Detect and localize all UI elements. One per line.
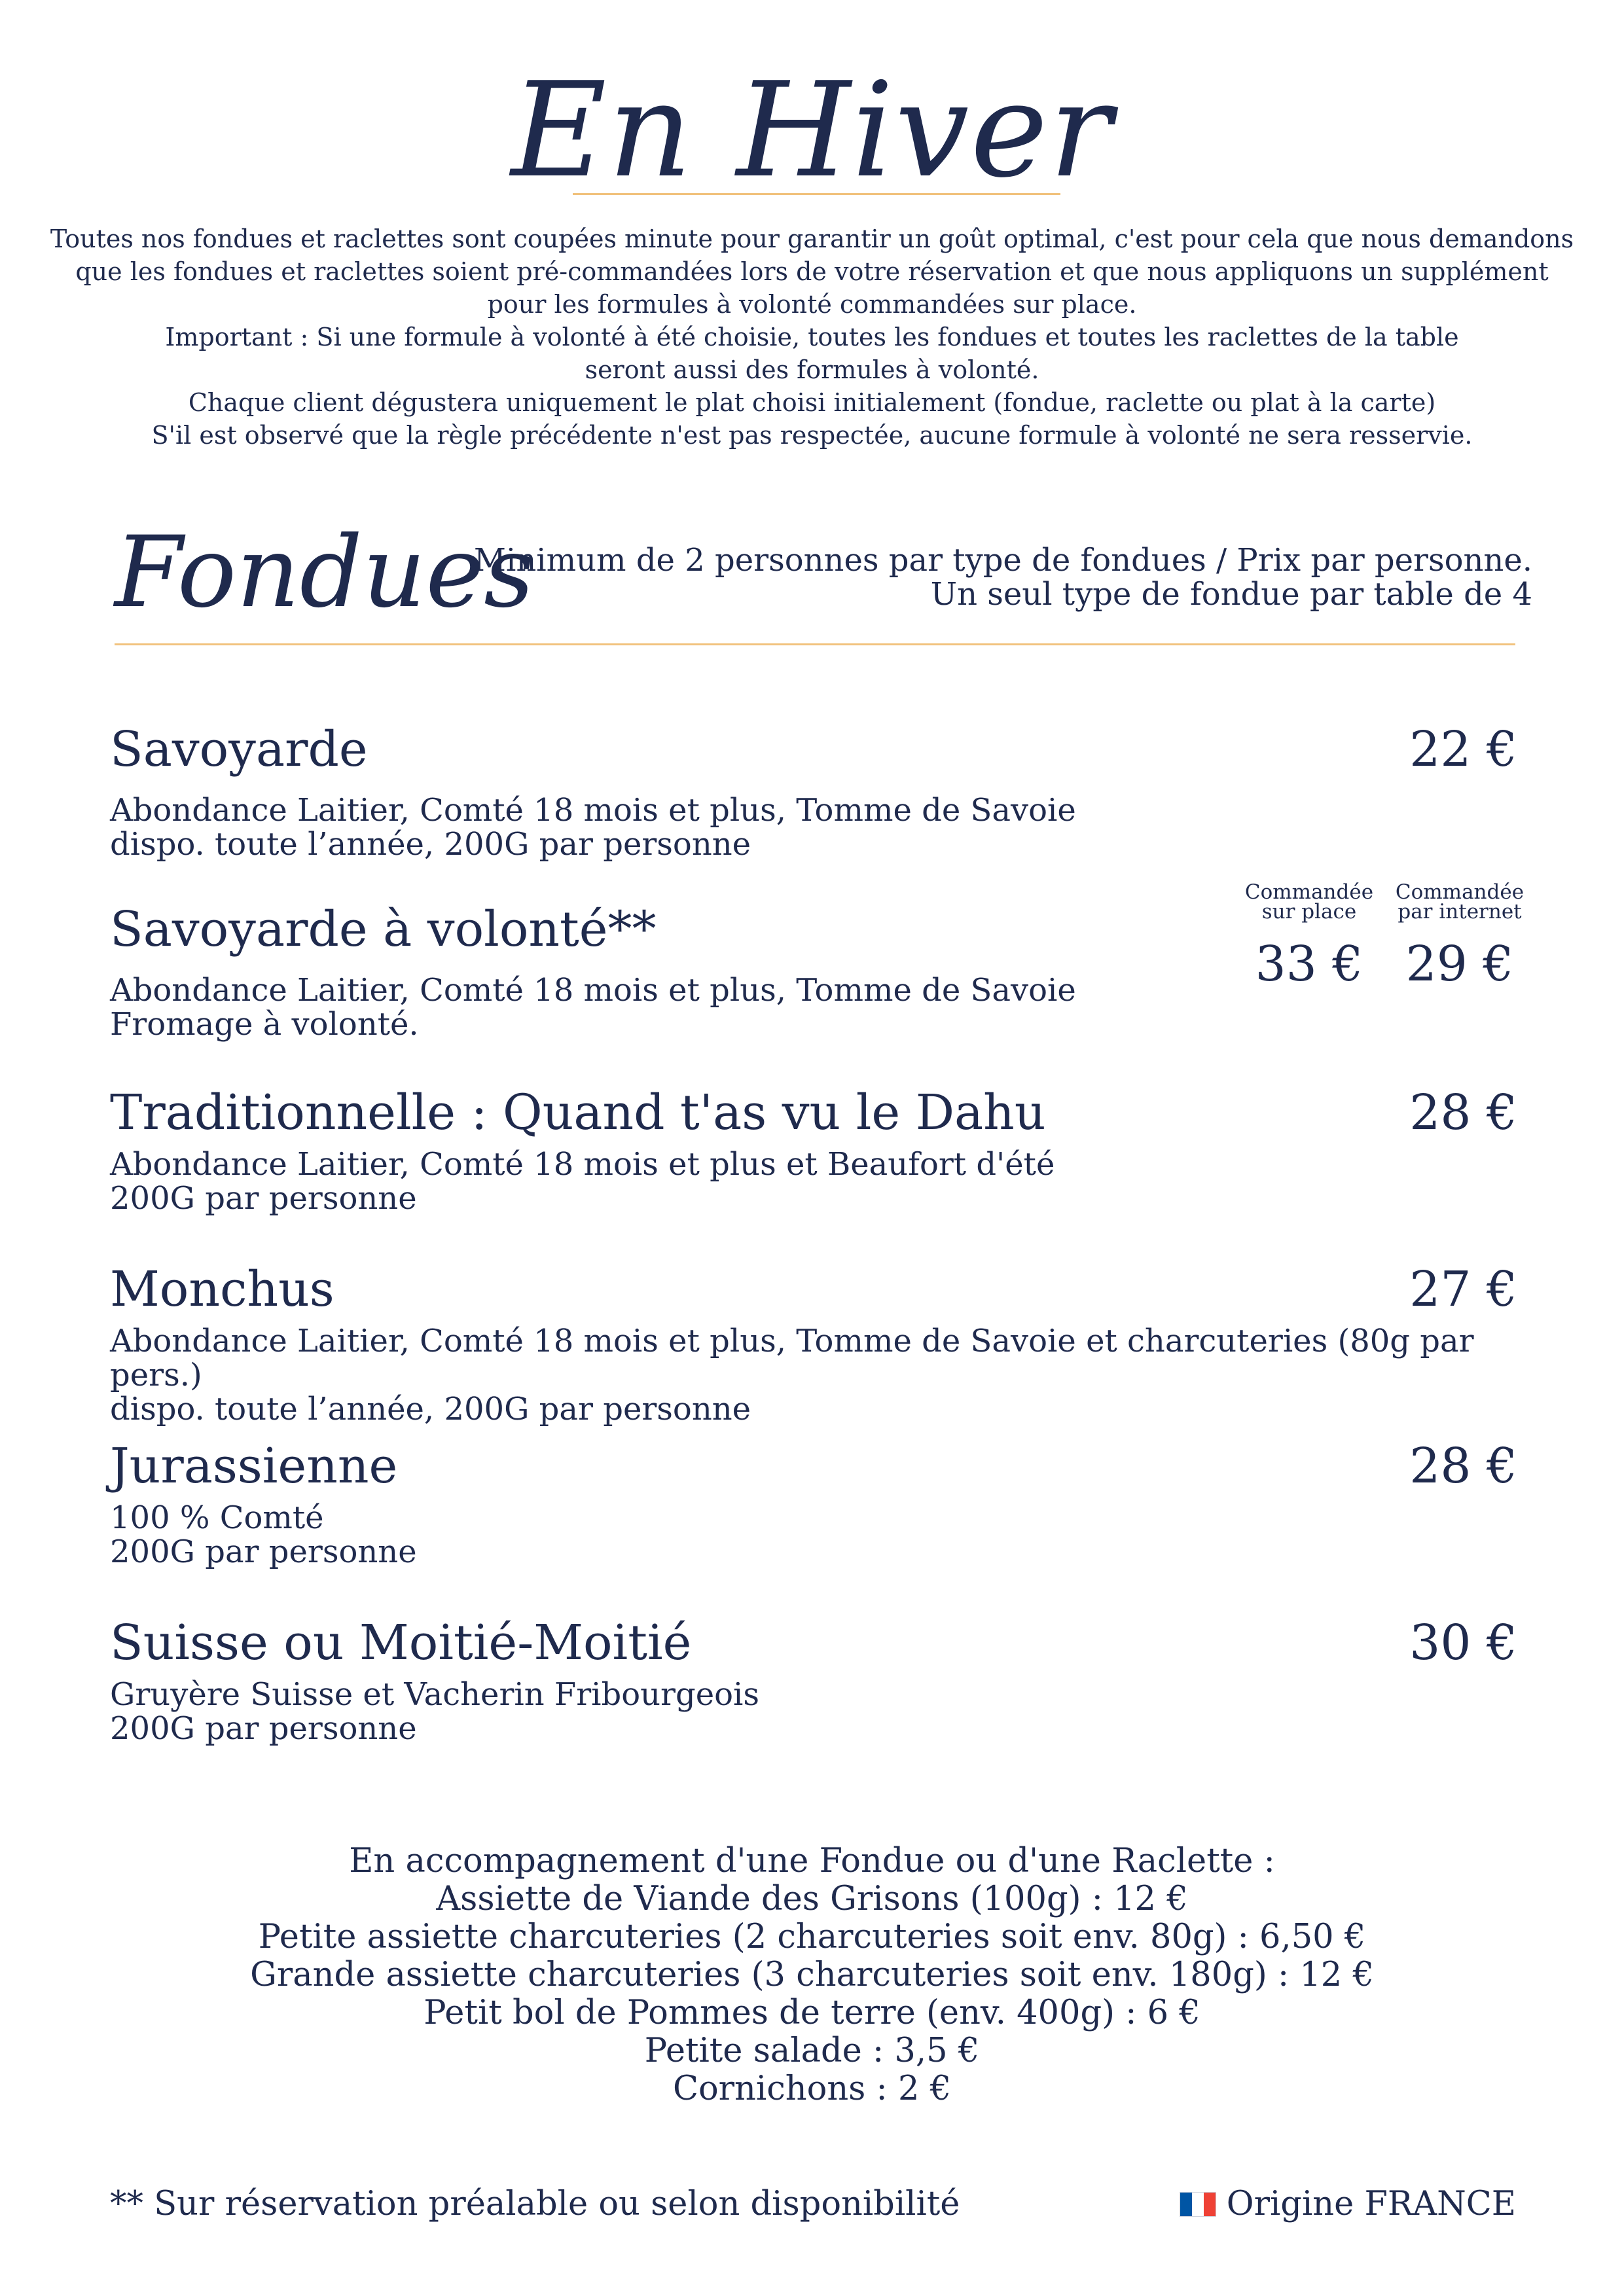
item-desc: dispo. toute l’année, 200G par personne	[110, 826, 751, 863]
item-name: Monchus	[110, 1261, 334, 1318]
price-label: par internet	[1398, 900, 1522, 924]
item-desc: 100 % Comté	[110, 1499, 324, 1536]
item-price: 28 €	[1409, 1085, 1517, 1141]
extras-item: Cornichons : 2 €	[672, 2070, 952, 2108]
origin-label	[1180, 2185, 1516, 2224]
item-price: 29 €	[1405, 936, 1514, 992]
intro-line: Important : Si une formule à volonté à été choisie, toutes les fondues et toutes les raclettes de la table	[165, 323, 1459, 351]
intro-line: S'il est observé que la règle précédente n'est pas respectée, aucune formule à volonté ne sera resservie.	[151, 421, 1473, 450]
menu-item	[110, 1083, 1517, 1215]
item-name: Savoyarde à volonté**	[110, 901, 657, 958]
item-desc: 200G par personne	[110, 1180, 417, 1217]
extras-item: Petite salade : 3,5 €	[644, 2032, 980, 2070]
item-desc: Gruyère Suisse et Vacherin Fribourgeois	[110, 1676, 760, 1713]
price-on-site	[1231, 882, 1388, 994]
section-note	[474, 543, 1532, 611]
intro-text	[26, 223, 1598, 452]
intro-line: seront aussi des formules à volonté.	[585, 355, 1039, 384]
item-name: Suisse ou Moitié-Moitié	[110, 1615, 692, 1671]
section-divider	[115, 643, 1515, 645]
item-desc: dispo. toute l’année, 200G par personne	[110, 1391, 751, 1427]
item-price: 28 €	[1409, 1438, 1517, 1494]
flag-stripe	[1192, 2193, 1204, 2216]
flag-stripe	[1180, 2193, 1192, 2216]
extras-list	[0, 1842, 1624, 2108]
item-price: 33 €	[1255, 936, 1363, 992]
section-title: Fondues	[115, 516, 535, 630]
item-desc: 200G par personne	[110, 1710, 417, 1747]
flag-stripe	[1204, 2193, 1216, 2216]
extras-item: Petite assiette charcuteries (2 charcuteries soit env. 80g) : 6,50 €	[258, 1918, 1366, 1956]
intro-line: pour les formules à volonté commandées sur place.	[487, 290, 1137, 319]
menu-item	[110, 1260, 1517, 1426]
menu-item	[110, 720, 1517, 861]
section-note-line: Minimum de 2 personnes par type de fondues / Prix par personne.	[473, 542, 1532, 579]
page-title: En Hiver	[511, 54, 1113, 207]
footnote: ** Sur réservation préalable ou selon disponibilité	[110, 2185, 960, 2223]
item-desc: Abondance Laitier, Comté 18 mois et plus, Tomme de Savoie	[110, 972, 1076, 1009]
price-label: sur place	[1261, 900, 1357, 924]
item-name: Jurassienne	[110, 1438, 398, 1494]
price-online	[1381, 882, 1538, 994]
item-desc: 200G par personne	[110, 1534, 417, 1570]
intro-line: Chaque client dégustera uniquement le plat choisi initialement (fondue, raclette ou plat à la carte)	[188, 388, 1436, 417]
title-divider	[573, 193, 1060, 195]
section-note-line: Un seul type de fondue par table de 4	[930, 576, 1532, 613]
item-price: 22 €	[1409, 721, 1517, 778]
item-desc: Abondance Laitier, Comté 18 mois et plus, Tomme de Savoie	[110, 792, 1076, 829]
intro-line: Toutes nos fondues et raclettes sont coupées minute pour garantir un goût optimal, c'est pour cela que nous demandons	[50, 224, 1574, 253]
extras-item: Petit bol de Pommes de terre (env. 400g) : 6 €	[424, 1994, 1200, 2032]
price-label: Commandée	[1395, 880, 1525, 904]
french-flag-icon	[1180, 2192, 1216, 2217]
extras-heading: En accompagnement d'une Fondue ou d'une Raclette :	[349, 1842, 1275, 1880]
item-name: Traditionnelle : Quand t'as vu le Dahu	[110, 1085, 1046, 1141]
price-label: Commandée	[1244, 880, 1374, 904]
menu-item	[110, 1437, 1517, 1569]
item-desc: Fromage à volonté.	[110, 1006, 419, 1043]
extras-item: Grande assiette charcuteries (3 charcuteries soit env. 180g) : 12 €	[250, 1956, 1374, 1994]
menu-item	[110, 1613, 1517, 1746]
item-price: 30 €	[1409, 1615, 1517, 1671]
item-desc: Abondance Laitier, Comté 18 mois et plus et Beaufort d'été	[110, 1146, 1055, 1183]
item-desc: Abondance Laitier, Comté 18 mois et plus, Tomme de Savoie et charcuteries (80g par pers.)	[110, 1323, 1474, 1393]
item-price: 27 €	[1409, 1261, 1517, 1318]
intro-line: que les fondues et raclettes soient pré-commandées lors de votre réservation et que nous appliquons un supplément	[75, 257, 1549, 286]
origin-text: Origine FRANCE	[1226, 2185, 1516, 2223]
item-name: Savoyarde	[110, 721, 368, 778]
extras-item: Assiette de Viande des Grisons (100g) : 12 €	[436, 1880, 1188, 1918]
